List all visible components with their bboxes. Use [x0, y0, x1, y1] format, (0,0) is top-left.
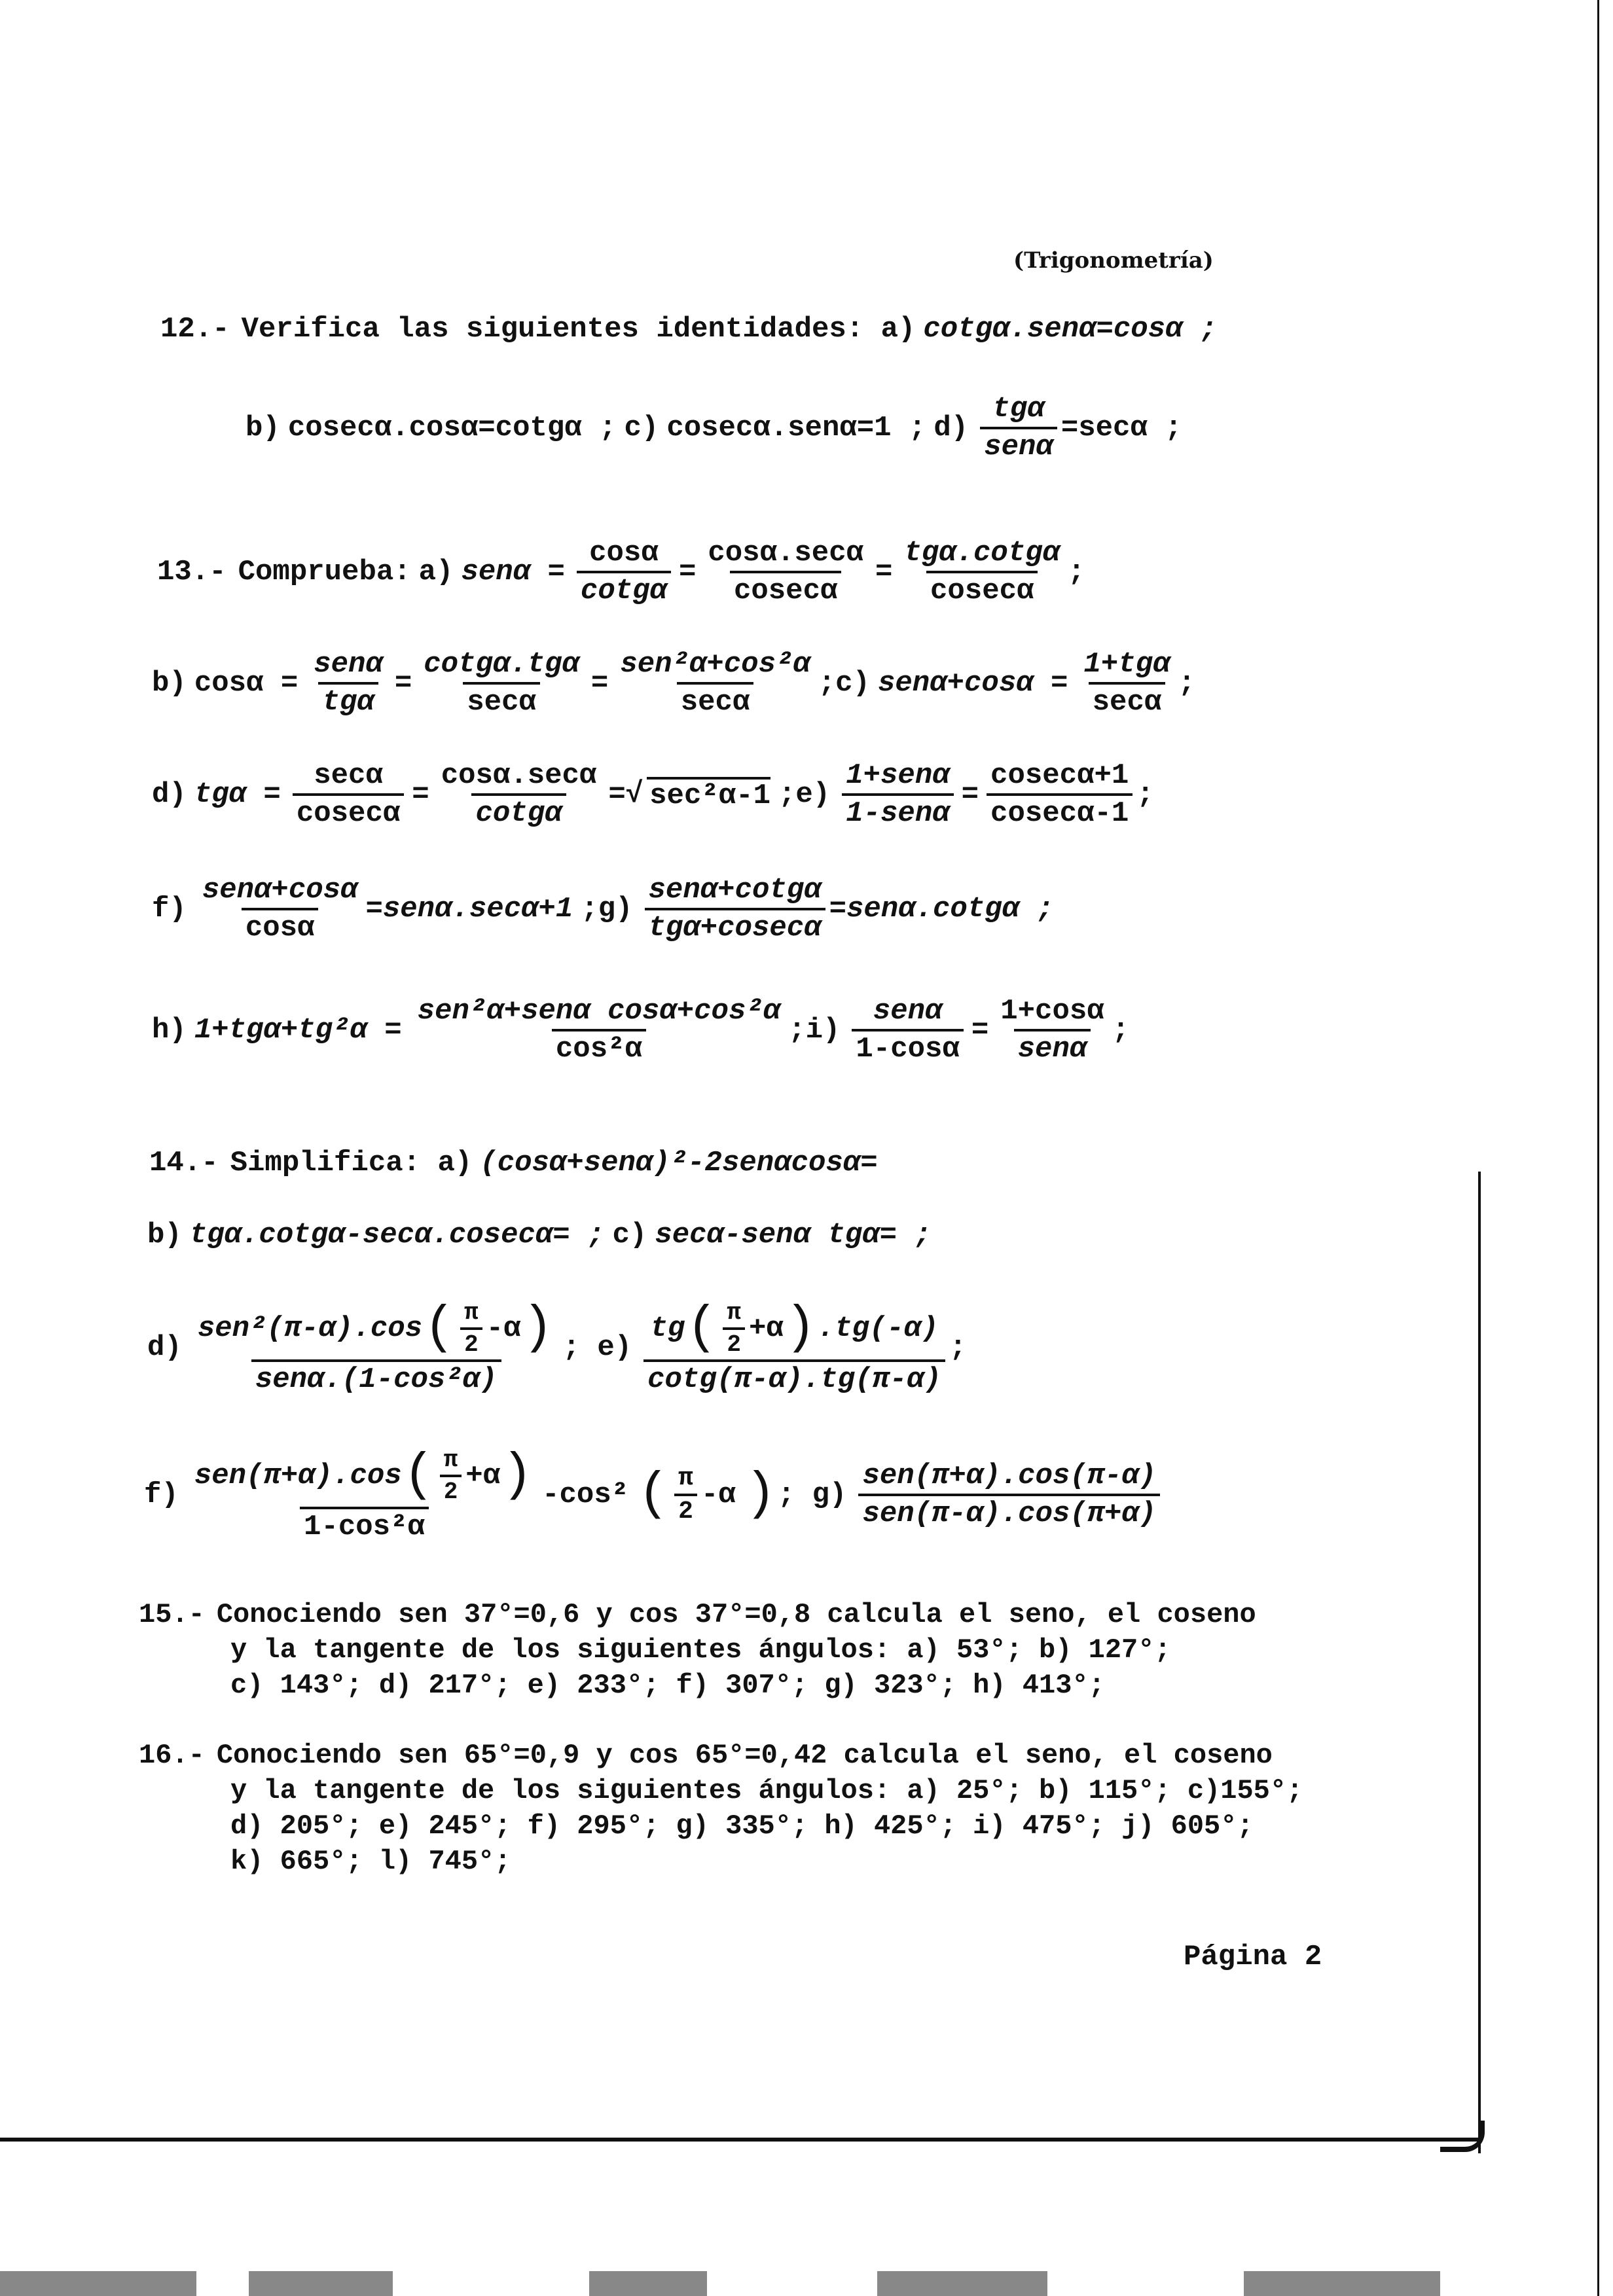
fraction-numerator: sen(π+α).cos(π-α): [862, 1460, 1157, 1492]
fraction-denominator: cosecα: [293, 793, 404, 830]
page-border-right: [1478, 1172, 1481, 2153]
exercise-12-b-label: b): [245, 412, 280, 444]
exercise-13-i-fraction-1: [852, 995, 963, 1066]
close-paren: ): [784, 1299, 816, 1358]
exercise-14-line-d: [147, 1299, 974, 1396]
fraction-numerator: 1+tgα: [1083, 648, 1170, 681]
exercise-16-line-3: d) 205°; e) 245°; f) 295°; g) 335°; h) 425°; i) 475°; j) 605°;: [230, 1810, 1254, 1842]
open-paren: (: [638, 1465, 670, 1524]
fraction-numerator: sen²α+senα cosα+cos²α: [417, 995, 781, 1028]
exercise-13-b-lhs: cosα =: [194, 667, 299, 700]
exercise-13-f-fraction: [198, 874, 362, 944]
fraction-denominator: secα: [463, 682, 540, 719]
exercise-14-line-b: [147, 1219, 939, 1251]
fraction-denominator: tgα: [318, 682, 378, 719]
equals-sign: =: [412, 778, 429, 811]
exercise-14-d-fraction: [194, 1299, 559, 1396]
exercise-13-g-label: ;g): [581, 893, 633, 925]
fraction-denominator: cosα: [242, 908, 319, 944]
fraction-denominator: cotgα: [577, 571, 671, 607]
numerator-text: sen²(π-α).cos: [197, 1312, 423, 1345]
exercise-13-i-label: ;i): [788, 1014, 841, 1047]
inner-post: +α: [748, 1312, 784, 1345]
exercise-15-line-2: y la tangente de los siguientes ángulos: a) 53°; b) 127°;: [230, 1634, 1171, 1666]
exercise-15-line-3: c) 143°; d) 217°; e) 233°; f) 307°; g) 323°; h) 413°;: [230, 1670, 1105, 1701]
fraction-numerator: [194, 1299, 559, 1359]
pi-over-2: [460, 1299, 482, 1358]
exercise-14-b: tgα.cotgα-secα.cosecα= ;: [189, 1219, 605, 1251]
exercise-13-g-fraction: [645, 874, 825, 944]
line-end: ;: [949, 1331, 967, 1364]
exercise-12-b: cosecα.cosα=cotgα ;: [287, 412, 617, 444]
exercise-13-b-fraction-3: [616, 648, 814, 719]
fraction-denominator: 2: [460, 1327, 482, 1358]
equals-sign: =: [394, 667, 412, 700]
exercise-13-a-fraction-3: [900, 537, 1064, 607]
exercise-14-number: 14.-: [149, 1147, 219, 1179]
exercise-14-d-label: d): [147, 1331, 182, 1364]
exercise-12-d-label: d): [933, 412, 969, 444]
fraction-numerator: 1+cosα: [1000, 995, 1104, 1028]
open-paren: (: [424, 1299, 456, 1358]
exercise-14-line-a: [149, 1147, 886, 1179]
exercise-13-f-rhs: =senα.secα+1: [365, 893, 573, 925]
open-paren: (: [403, 1446, 435, 1505]
exercise-13-h-fraction: [414, 995, 785, 1066]
pi-over-2: [723, 1299, 745, 1358]
fraction-denominator: senα.(1-cos²α): [251, 1359, 501, 1396]
exercise-13-b-label: b): [152, 667, 187, 700]
fraction-numerator: senα: [314, 648, 383, 681]
exercise-13-d-lhs: tgα =: [194, 778, 281, 811]
exercise-13-a-fraction-2: [704, 537, 867, 607]
fraction-numerator: senα+cotgα: [648, 874, 822, 906]
fraction-numerator: secα: [314, 759, 383, 792]
exercise-16-line-2: y la tangente de los siguientes ángulos: a) 25°; b) 115°; c)155°;: [230, 1775, 1303, 1806]
exercise-13-g-rhs: =senα.cotgα ;: [829, 893, 1054, 925]
exercise-15-line-1-text: Conociendo sen 37°=0,6 y cos 37°=0,8 calcula el seno, el coseno: [216, 1599, 1256, 1630]
close-paren: ): [744, 1465, 776, 1524]
exercise-13-b-fraction-2: [420, 648, 583, 719]
exercise-13-a-label: a): [418, 556, 454, 588]
numerator-text: tg: [650, 1312, 685, 1345]
exercise-14-f-label: f): [144, 1479, 179, 1511]
line-end: ;: [1112, 1014, 1130, 1047]
exercise-16-number: 16.-: [139, 1740, 205, 1771]
exercise-13-h-lhs: 1+tgα+tg²α =: [194, 1014, 402, 1047]
exercise-13-a-fraction-1: [577, 537, 671, 607]
equals-sign: =√: [608, 778, 643, 811]
exercise-12-c: cosecα.senα=1 ;: [666, 412, 926, 444]
exercise-13-d-label: d): [152, 778, 187, 811]
exercise-13-f-label: f): [152, 893, 187, 925]
exercise-13-h-label: h): [152, 1014, 187, 1047]
fraction-denominator: cotg(π-α).tg(π-α): [643, 1359, 945, 1396]
exercise-13-e-fraction-1: [842, 759, 953, 830]
exercise-13-a-lhs: senα =: [461, 556, 565, 588]
fraction-numerator: sen²α+cos²α: [620, 648, 810, 681]
numerator-tail: .tg(-α): [817, 1312, 939, 1345]
page-header-topic: (Trigonometría): [1013, 247, 1214, 274]
inner-post: -α: [486, 1312, 521, 1345]
fraction-numerator: tgα.cotgα: [904, 537, 1060, 569]
exercise-14-a: (cosα+senα)²-2senαcosα=: [480, 1147, 878, 1179]
close-paren: ): [501, 1446, 534, 1505]
exercise-16: [139, 1738, 1303, 1879]
fraction-denominator: 2: [440, 1475, 462, 1505]
fraction-denominator: 1-cosα: [852, 1029, 963, 1066]
scan-edge-strip: [249, 2271, 393, 2296]
fraction-numerator: π: [727, 1299, 741, 1326]
inner-post: +α: [465, 1460, 501, 1492]
page-border-bottom: [0, 2138, 1482, 2142]
fraction-denominator: senα: [980, 427, 1057, 463]
exercise-12-a: cotgα.senα=cosα ;: [923, 313, 1218, 346]
fraction-denominator: 2: [723, 1327, 745, 1358]
exercise-15-line-1: [139, 1597, 1256, 1632]
fraction-numerator: cosecα+1: [990, 759, 1129, 792]
equals-sign: =: [961, 778, 979, 811]
exercise-16-line-4: k) 665°; l) 745°;: [230, 1846, 511, 1877]
exercise-13-line-h: [152, 995, 1137, 1066]
line-end: ;: [1178, 667, 1195, 700]
line-end: ;: [1068, 556, 1085, 588]
fraction-denominator: cosecα: [730, 571, 841, 607]
exercise-12-d-fraction: [980, 393, 1057, 463]
page-number: Página 2: [1184, 1941, 1322, 1973]
scan-edge-strip: [1244, 2271, 1440, 2296]
exercise-13-d-fraction-2: [437, 759, 601, 830]
fraction-numerator: π: [678, 1464, 693, 1492]
equals-sign: =: [875, 556, 893, 588]
exercise-14-c: secα-senα tgα= ;: [655, 1219, 932, 1251]
fraction-numerator: cosα: [589, 537, 659, 569]
exercise-14-e-fraction: [643, 1299, 945, 1396]
fraction-denominator: cosecα-1: [987, 793, 1133, 830]
exercise-13-c-lhs: senα+cosα =: [878, 667, 1068, 700]
fraction-numerator: 1+senα: [846, 759, 950, 792]
exercise-13-intro: Comprueba:: [238, 556, 411, 588]
exercise-16-line-1: [139, 1738, 1303, 1773]
fraction-denominator: cos²α: [552, 1029, 646, 1066]
exercise-13-c-label: ;c): [818, 667, 870, 700]
fraction-numerator: cosα.secα: [441, 759, 597, 792]
exercise-13-line-b: [152, 648, 1203, 719]
exercise-13-line-a: [157, 537, 1093, 607]
exercise-16-line-1-text: Conociendo sen 65°=0,9 y cos 65°=0,42 calcula el seno, el coseno: [216, 1740, 1273, 1771]
exercise-14-b-label: b): [147, 1219, 182, 1251]
line-end: ;: [1136, 778, 1154, 811]
scan-edge-strip: [877, 2271, 1047, 2296]
exercise-14-g-fraction: [858, 1460, 1160, 1530]
fraction-denominator: 1-cos²α: [300, 1507, 429, 1543]
fraction-denominator: senα: [1014, 1029, 1091, 1066]
fraction-numerator: [190, 1446, 538, 1507]
exercise-12-d-rhs: =secα ;: [1060, 412, 1182, 444]
fraction-denominator: 2: [674, 1494, 697, 1526]
fraction-denominator: secα: [1089, 682, 1166, 719]
exercise-14-f-fraction: [190, 1446, 538, 1543]
pi-over-2: [674, 1464, 697, 1526]
exercise-13-d-fraction-1: [293, 759, 404, 830]
numerator-text: sen(π+α).cos: [194, 1460, 402, 1492]
fraction-numerator: π: [464, 1299, 479, 1326]
exercise-14-f-tail: -cos²: [542, 1479, 629, 1511]
exercise-13-number: 13.-: [157, 556, 227, 588]
exercise-12-c-label: c): [624, 412, 659, 444]
fraction-denominator: secα: [677, 682, 754, 719]
exercise-13-e-fraction-2: [987, 759, 1133, 830]
pi-over-2: [440, 1446, 462, 1505]
fraction-numerator: [647, 1299, 943, 1359]
scan-edge-line: [1597, 0, 1599, 2296]
equals-sign: =: [590, 667, 609, 700]
fraction-numerator: π: [443, 1446, 458, 1473]
fraction-numerator: senα: [873, 995, 943, 1028]
fraction-numerator: cotgα.tgα: [424, 648, 579, 681]
square-root-radicand: sec²α-1: [647, 777, 770, 812]
open-paren: (: [686, 1299, 718, 1358]
fraction-denominator: sen(π-α).cos(π+α): [858, 1494, 1160, 1530]
exercise-14-e-label: ; e): [562, 1331, 632, 1364]
fraction-denominator: cotgα: [471, 793, 566, 830]
fraction-numerator: tgα: [992, 393, 1045, 425]
fraction-denominator: 1-senα: [842, 793, 953, 830]
exercise-13-e-label: ;e): [778, 778, 831, 811]
exercise-14-c-label: c): [612, 1219, 647, 1251]
scan-edge-strip: [589, 2271, 707, 2296]
exercise-13-line-f: [152, 874, 1062, 944]
fraction-numerator: senα+cosα: [202, 874, 358, 906]
exercise-12-line-2: [245, 393, 1190, 463]
fraction-denominator: tgα+cosecα: [645, 908, 825, 944]
exercise-13-b-fraction-1: [310, 648, 387, 719]
inner-post: -α: [700, 1479, 736, 1511]
fraction-denominator: cosecα: [926, 571, 1038, 607]
scan-edge-strip: [0, 2271, 196, 2296]
exercise-12-line-1: [160, 313, 1225, 346]
exercise-13-line-d: [152, 759, 1162, 830]
exercise-14-g-label: ; g): [777, 1479, 847, 1511]
exercise-14-intro: Simplifica: a): [230, 1147, 473, 1179]
equals-sign: =: [971, 1014, 989, 1047]
equals-sign: =: [678, 556, 697, 588]
exercise-15: [139, 1597, 1256, 1703]
exercise-13-i-fraction-2: [996, 995, 1108, 1066]
exercise-13-c-fraction: [1079, 648, 1174, 719]
exercise-12-number: 12.-: [160, 313, 230, 346]
exercise-14-line-f: [144, 1446, 1164, 1543]
exercise-12-intro: Verifica las siguientes identidades: a): [241, 313, 916, 346]
close-paren: ): [522, 1299, 554, 1358]
exercise-15-number: 15.-: [139, 1599, 205, 1630]
fraction-numerator: cosα.secα: [708, 537, 863, 569]
